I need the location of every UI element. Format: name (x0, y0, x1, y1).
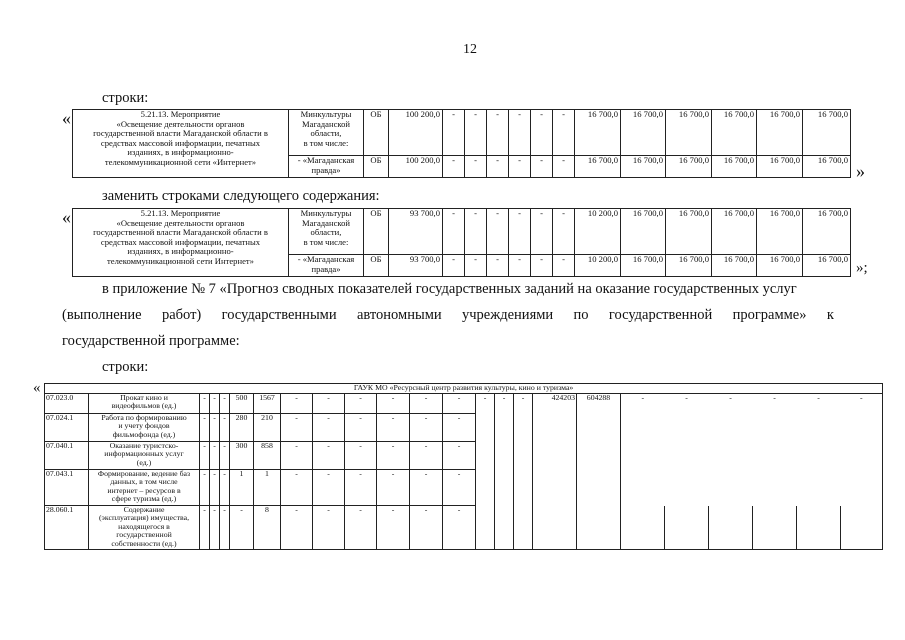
dash-cell: - (443, 442, 476, 470)
dash-cell: - (509, 110, 531, 156)
service-name-cell: Прокат кино и видеофильмов (ед.) (89, 394, 200, 414)
value-cell: 16 700,0 (712, 255, 757, 277)
dash-cell: - (220, 394, 230, 414)
value-cell: 10 200,0 (575, 209, 621, 255)
dash-cell: - (410, 506, 443, 550)
dash-cell: - (200, 394, 210, 414)
total-cell: 93 700,0 (389, 209, 443, 255)
total-cell: 100 200,0 (389, 156, 443, 178)
dash-cell: - (220, 470, 230, 506)
dash-cell: - (200, 414, 210, 442)
dash-cell: - (487, 209, 509, 255)
dash-cell: - (220, 506, 230, 550)
word: автономными (356, 307, 442, 323)
service-name-cell: Формирование, ведение баз данных, в том числе интернет – ресурсов в сфере туризма (ед.) (89, 470, 200, 506)
table-appendix-7 (44, 383, 883, 550)
value-cell: 16 700,0 (666, 110, 712, 156)
measure-cell: 5.21.13. Мероприятие «Освещение деятельности органов государственной власти Магаданской области в средствах массовой информации, печатных изданиях, в информационно- телекоммуникационной сети «Интернет» (73, 110, 289, 178)
value-cell: 16 700,0 (575, 156, 621, 178)
code-cell: 28.060.1 (45, 506, 89, 550)
dash-cell: - (210, 470, 220, 506)
executor-cell: Минкультуры Магаданской области, в том числе: (289, 209, 364, 255)
dash-cell: - (281, 506, 313, 550)
dash-cell: - (729, 393, 732, 402)
total-cell: 93 700,0 (389, 255, 443, 277)
value-cell: 16 700,0 (803, 110, 851, 156)
word: (выполнение (62, 307, 142, 323)
code-cell: 07.040.1 (45, 442, 89, 470)
service-name-cell: Работа по формированию и учету фондов фильмофонда (ед.) (89, 414, 200, 442)
value-cell: 500 (230, 394, 254, 414)
dash-cell: - (410, 414, 443, 442)
dash-cell: - (210, 506, 220, 550)
appendix-line-2 (62, 307, 834, 323)
value-cell: 16 700,0 (621, 209, 666, 255)
dash-cell: - (377, 506, 410, 550)
word: государственными (221, 307, 337, 323)
dash-cell: - (410, 442, 443, 470)
measure-cell: 5.21.13. Мероприятие «Освещение деятельности органов государственной власти Магаданской области в средствах массовой информации, печатных изданиях, в информационно- телекоммуникационной сети Интернет» (73, 209, 289, 277)
dash-cell: - (487, 156, 509, 178)
dash-cell: - (476, 394, 495, 414)
page-number: 12 (463, 42, 477, 57)
dash-cell: - (210, 442, 220, 470)
dash-cell: - (553, 156, 575, 178)
money-cell: 604288 (577, 394, 621, 414)
dash-cell: - (313, 414, 345, 442)
dash-cell: - (377, 442, 410, 470)
dash-cell: - (220, 442, 230, 470)
executor-cell: Минкультуры Магаданской области, в том числе: (289, 110, 364, 156)
dash-cell: - (210, 394, 220, 414)
dash-cell: - (465, 110, 487, 156)
code-cell: 07.023.0 (45, 394, 89, 414)
word: учреждениями (461, 307, 554, 323)
dash-cell: - (509, 209, 531, 255)
word: по (573, 307, 589, 323)
dash-cell: - (210, 414, 220, 442)
dash-cell: - (443, 209, 465, 255)
dash-cell: - (443, 110, 465, 156)
code-cell: 07.043.1 (45, 470, 89, 506)
dash-cell: - (313, 394, 345, 414)
dash-cell: - (465, 156, 487, 178)
word: работ) (161, 307, 202, 323)
value-cell: 16 700,0 (712, 209, 757, 255)
value-cell: 16 700,0 (575, 110, 621, 156)
source-cell: ОБ (364, 156, 389, 178)
dash-cell: - (345, 414, 377, 442)
dash-cell: - (465, 255, 487, 277)
appendix-line-3: государственной программе: (62, 333, 240, 349)
executor-cell: - «Магаданская правда» (289, 156, 364, 178)
dash-cell: - (685, 393, 688, 402)
executor-cell: - «Магаданская правда» (289, 255, 364, 277)
dash-cell: - (495, 394, 514, 414)
dash-cell: - (509, 255, 531, 277)
value-cell: 8 (254, 506, 281, 550)
value-cell: 16 700,0 (803, 156, 851, 178)
dash-cell: - (345, 506, 377, 550)
dash-cell: - (220, 414, 230, 442)
dash-cell: - (313, 506, 345, 550)
dash-cell: - (443, 394, 476, 414)
dash-cell: - (443, 255, 465, 277)
dash-cell: - (281, 414, 313, 442)
dash-cell: - (281, 470, 313, 506)
dash-cell: - (553, 110, 575, 156)
value-cell: 16 700,0 (757, 110, 803, 156)
value-cell: 16 700,0 (757, 156, 803, 178)
dash-cell: - (531, 156, 553, 178)
total-cell: 100 200,0 (389, 110, 443, 156)
value-cell: 16 700,0 (757, 209, 803, 255)
dash-cell: - (487, 255, 509, 277)
dash-cell: - (514, 394, 533, 414)
dash-cell: - (200, 442, 210, 470)
value-cell: 16 700,0 (712, 156, 757, 178)
dash-cell: - (281, 442, 313, 470)
money-cell: 424203 (533, 394, 577, 414)
value-cell: 16 700,0 (803, 209, 851, 255)
value-cell: 16 700,0 (621, 156, 666, 178)
dash-cell: - (281, 394, 313, 414)
dash-cell: - (443, 470, 476, 506)
word: государственной (608, 307, 713, 323)
value-cell: 16 700,0 (757, 255, 803, 277)
org-header: ГАУК МО «Ресурсный центр развития культуры, кино и туризма» (45, 384, 883, 394)
value-cell: 16 700,0 (621, 110, 666, 156)
dash-cell: - (377, 470, 410, 506)
service-name-cell: Содержание (эксплуатация) имущества, находящегося в государственной собственности (ед.) (89, 506, 200, 550)
value-cell: 16 700,0 (666, 156, 712, 178)
dash-cell: - (410, 394, 443, 414)
dash-cell: - (621, 394, 665, 414)
open-quote-3: « (33, 380, 41, 396)
label-replace: заменить строками следующего содержания: (102, 188, 380, 204)
open-quote-1: « (62, 108, 71, 128)
value-cell: 1 (254, 470, 281, 506)
value-cell: 1 (230, 470, 254, 506)
value-cell: 16 700,0 (803, 255, 851, 277)
value-cell: 1567 (254, 394, 281, 414)
open-quote-2: « (62, 207, 71, 227)
source-cell: ОБ (364, 255, 389, 277)
close-quote-semicolon: »; (856, 260, 868, 276)
value-cell: - (230, 506, 254, 550)
dash-cell: - (443, 506, 476, 550)
dash-cell: - (313, 442, 345, 470)
dash-cell: - (313, 470, 345, 506)
table-new-rows (72, 208, 851, 277)
code-cell: 07.024.1 (45, 414, 89, 442)
dash-cell: - (465, 209, 487, 255)
dash-cell: - (345, 394, 377, 414)
dash-cell: - (443, 414, 476, 442)
value-cell: 16 700,0 (666, 255, 712, 277)
value-cell: 10 200,0 (575, 255, 621, 277)
dash-cell: - (345, 442, 377, 470)
value-cell: 16 700,0 (621, 255, 666, 277)
dash-cell: - (841, 394, 883, 414)
dash-cell: - (531, 209, 553, 255)
dash-cell: - (200, 470, 210, 506)
dash-cell: - (487, 110, 509, 156)
source-cell: ОБ (364, 209, 389, 255)
dash-cell: - (200, 506, 210, 550)
dash-cell: - (410, 470, 443, 506)
value-cell: 16 700,0 (666, 209, 712, 255)
dash-cell: - (377, 414, 410, 442)
dash-cell: - (553, 209, 575, 255)
service-name-cell: Оказание туристско- информационных услуг (ед.) (89, 442, 200, 470)
dash-cell: - (345, 470, 377, 506)
dash-cell: - (443, 156, 465, 178)
dash-cell: - (531, 255, 553, 277)
close-quote-1: » (856, 161, 865, 181)
value-cell: 280 (230, 414, 254, 442)
value-cell: 16 700,0 (712, 110, 757, 156)
label-stroki-2: строки: (102, 359, 149, 375)
appendix-line-1: в приложение № 7 «Прогноз сводных показателей государственных заданий на оказание государственных услуг (102, 281, 797, 297)
value-cell: 858 (254, 442, 281, 470)
source-cell: ОБ (364, 110, 389, 156)
dash-cell: - (509, 156, 531, 178)
dash-cell: - (377, 394, 410, 414)
dash-cell: - (817, 393, 820, 402)
dash-cell: - (773, 393, 776, 402)
dash-cell: - (553, 255, 575, 277)
word: к (826, 307, 834, 323)
value-cell: 300 (230, 442, 254, 470)
table-old-rows (72, 109, 851, 178)
dash-cell: - (531, 110, 553, 156)
word: программе» (732, 307, 807, 323)
label-stroki-1: строки: (102, 90, 149, 106)
value-cell: 210 (254, 414, 281, 442)
